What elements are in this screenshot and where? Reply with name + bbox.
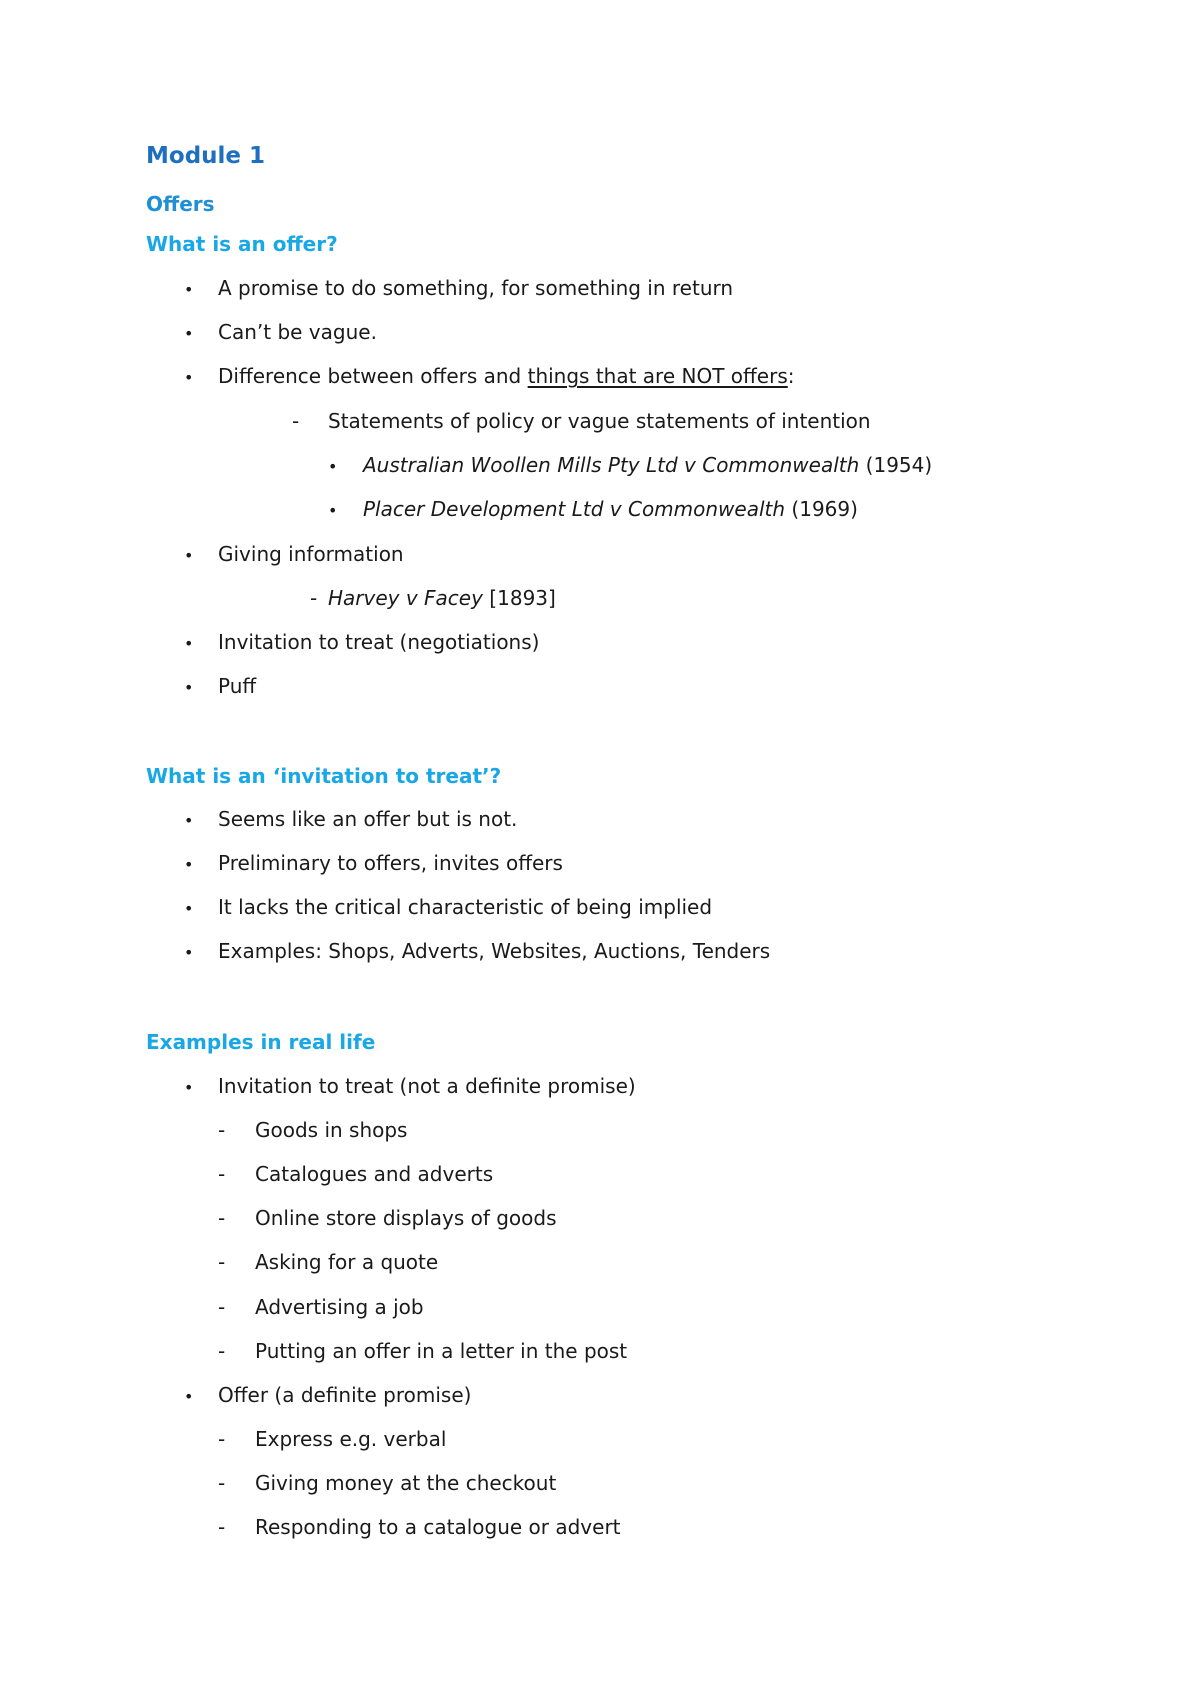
dash-marker: - xyxy=(218,1427,226,1451)
dash-marker: - xyxy=(218,1250,226,1274)
list-item: A promise to do something, for something in return xyxy=(218,276,734,300)
dash-marker: - xyxy=(218,1206,226,1230)
module-title: Module 1 xyxy=(146,143,266,169)
sub-list-item: Express e.g. verbal xyxy=(255,1427,447,1451)
bullet-marker: • xyxy=(184,634,194,653)
bullet-marker: • xyxy=(328,501,338,520)
sub-list-item: Statements of policy or vague statements of intention xyxy=(328,409,871,433)
bullet-marker: • xyxy=(184,899,194,918)
dash-marker: - xyxy=(218,1118,226,1142)
bullet-marker: • xyxy=(328,457,338,476)
sub-list-item: Asking for a quote xyxy=(255,1250,439,1274)
list-item: Seems like an offer but is not. xyxy=(218,807,518,831)
list-item: Offer (a definite promise) xyxy=(218,1383,472,1407)
sub-list-item: Advertising a job xyxy=(255,1295,424,1319)
heading-what-is-an-offer: What is an offer? xyxy=(146,232,338,256)
case-name: Harvey v Facey xyxy=(328,586,483,610)
case-citation xyxy=(328,585,556,611)
list-item: Invitation to treat (not a definite promise) xyxy=(218,1074,636,1098)
case-name: Placer Development Ltd v Commonwealth xyxy=(363,497,786,521)
list-item: Can’t be vague. xyxy=(218,320,377,344)
bullet-marker: • xyxy=(184,1078,194,1097)
list-item: Examples: Shops, Adverts, Websites, Auctions, Tenders xyxy=(218,939,771,963)
dash-marker: - xyxy=(218,1162,226,1186)
list-item-text: Difference between offers and xyxy=(218,364,528,388)
dash-marker: - xyxy=(310,586,318,610)
bullet-marker: • xyxy=(184,855,194,874)
list-item: Invitation to treat (negotiations) xyxy=(218,630,540,654)
dash-marker: - xyxy=(218,1295,226,1319)
dash-marker: - xyxy=(218,1339,226,1363)
list-item: Puff xyxy=(218,674,257,698)
sub-list-item: Catalogues and adverts xyxy=(255,1162,494,1186)
bullet-marker: • xyxy=(184,324,194,343)
sub-list-item: Goods in shops xyxy=(255,1118,408,1142)
list-item: Giving information xyxy=(218,542,404,566)
sub-list-item: Giving money at the checkout xyxy=(255,1471,557,1495)
bullet-marker: • xyxy=(184,811,194,830)
list-item-punctuation: : xyxy=(787,364,795,388)
case-name: Australian Woollen Mills Pty Ltd v Commonwealth xyxy=(363,453,860,477)
heading-invitation-to-treat: What is an ‘invitation to treat’? xyxy=(146,764,502,788)
list-item: It lacks the critical characteristic of being implied xyxy=(218,895,713,919)
sub-list-item: Online store displays of goods xyxy=(255,1206,557,1230)
section-title-offers: Offers xyxy=(146,192,215,216)
bullet-marker: • xyxy=(184,546,194,565)
dash-marker: - xyxy=(218,1515,226,1539)
bullet-marker: • xyxy=(184,368,194,387)
list-item: Preliminary to offers, invites offers xyxy=(218,851,563,875)
dash-marker: - xyxy=(292,409,300,433)
heading-examples-in-real-life: Examples in real life xyxy=(146,1030,376,1054)
bullet-marker: • xyxy=(184,1387,194,1406)
sub-list-item: Responding to a catalogue or advert xyxy=(255,1515,621,1539)
bullet-marker: • xyxy=(184,678,194,697)
underlined-phrase: things that are NOT offers xyxy=(527,364,788,388)
case-year: (1969) xyxy=(785,497,858,521)
case-year: (1954) xyxy=(859,453,933,477)
sub-list-item: Putting an offer in a letter in the post xyxy=(255,1339,628,1363)
bullet-marker: • xyxy=(184,943,194,962)
case-citation xyxy=(363,496,858,522)
case-citation xyxy=(363,452,932,478)
list-item xyxy=(218,363,795,389)
bullet-marker: • xyxy=(184,280,194,299)
case-year: [1893] xyxy=(482,586,556,610)
dash-marker: - xyxy=(218,1471,226,1495)
